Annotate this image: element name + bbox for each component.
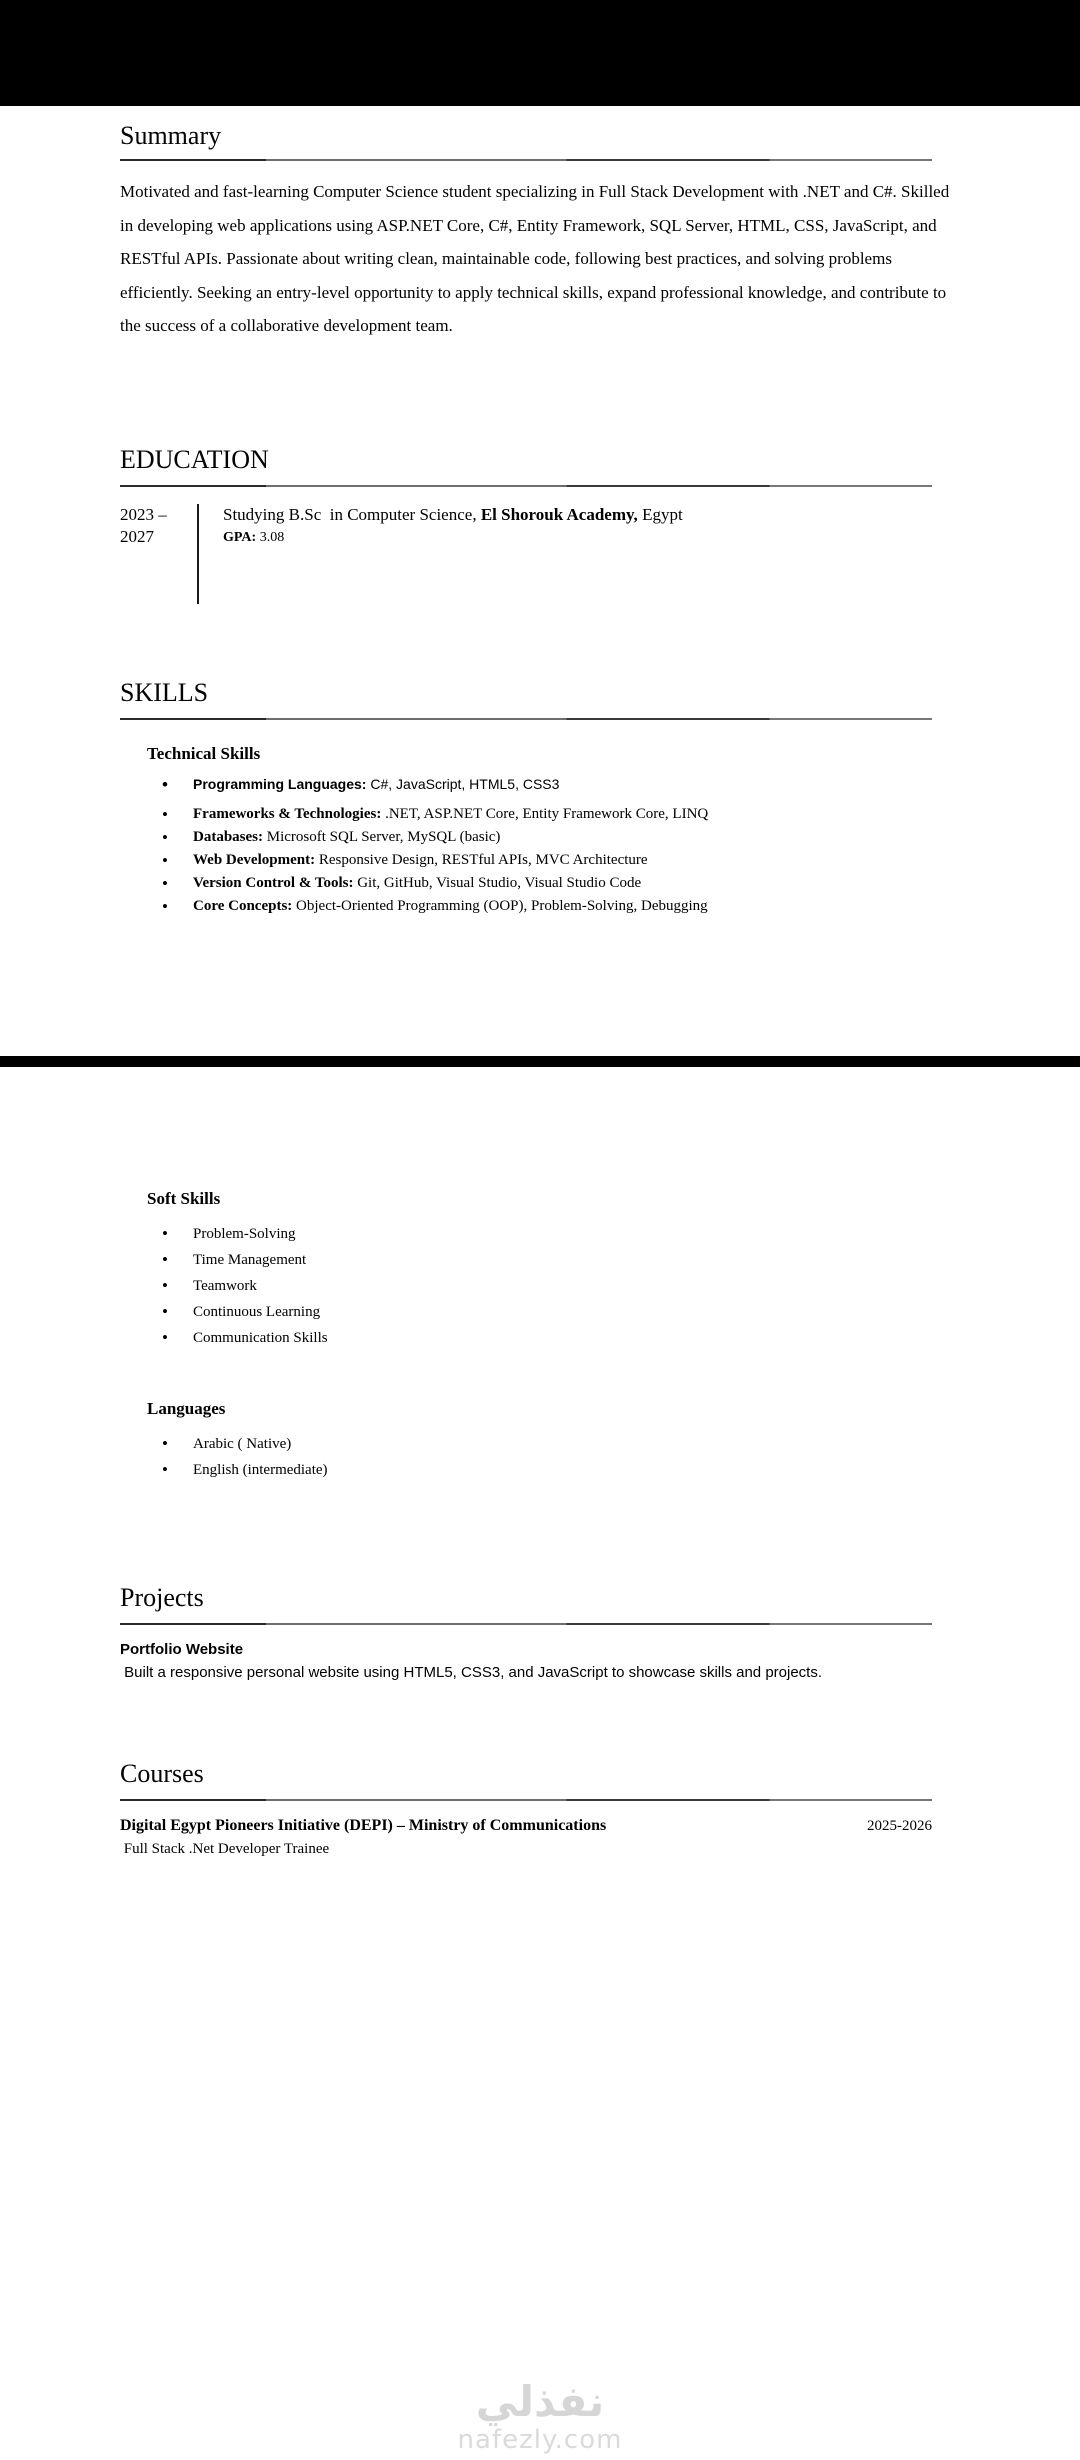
skill-value: Responsive Design, RESTful APIs, MVC Architecture bbox=[315, 852, 648, 868]
watermark-site: nafezly.com bbox=[457, 2425, 623, 2455]
summary-heading-rule bbox=[120, 159, 932, 161]
list-item: • Arabic ( Native) bbox=[162, 1431, 747, 1457]
section-languages bbox=[147, 1398, 747, 1483]
soft-skills-list bbox=[162, 1221, 747, 1351]
education-heading: EDUCATION bbox=[120, 445, 269, 474]
languages-heading: Languages bbox=[147, 1399, 226, 1418]
course-role: Full Stack .Net Developer Trainee bbox=[120, 1841, 330, 1857]
section-education bbox=[120, 444, 960, 604]
education-details bbox=[223, 504, 683, 547]
skill-value: C#, JavaScript, HTML5, CSS3 bbox=[366, 776, 560, 792]
languages-list bbox=[162, 1431, 747, 1483]
summary-heading: Summary bbox=[120, 121, 222, 150]
education-vertical-divider bbox=[197, 504, 199, 604]
list-item: • Problem-Solving bbox=[162, 1221, 747, 1247]
list-item: • English (intermediate) bbox=[162, 1457, 747, 1483]
courses-heading-rule bbox=[120, 1799, 932, 1801]
skill-label: Frameworks & Technologies: bbox=[193, 806, 382, 822]
technical-skills-list bbox=[162, 773, 960, 918]
section-courses bbox=[120, 1758, 960, 1859]
list-item bbox=[162, 872, 960, 895]
skills-heading: SKILLS bbox=[120, 678, 209, 707]
skill-label: Databases: bbox=[193, 829, 263, 845]
education-institution: El Shorouk Academy, bbox=[480, 505, 638, 524]
education-heading-rule bbox=[120, 485, 932, 487]
list-item: • Continuous Learning bbox=[162, 1299, 747, 1325]
education-period: 2023 – 2027 bbox=[120, 505, 167, 546]
soft-skills-heading: Soft Skills bbox=[147, 1189, 221, 1208]
section-soft-skills bbox=[147, 1188, 747, 1351]
watermark-logo: نفذلي bbox=[475, 2377, 605, 2426]
education-gpa-line bbox=[223, 529, 683, 547]
skill-value: Git, GitHub, Visual Studio, Visual Studio Code bbox=[353, 875, 642, 891]
education-gpa-value: 3.08 bbox=[256, 530, 285, 545]
project-description: Built a responsive personal website using HTML5, CSS3, and JavaScript to showcase skills and projects. bbox=[120, 1664, 823, 1681]
skill-label: Core Concepts: bbox=[193, 898, 293, 914]
skill-value: Object-Oriented Programming (OOP), Problem-Solving, Debugging bbox=[292, 898, 708, 914]
section-summary bbox=[120, 120, 960, 343]
skill-label: Web Development: bbox=[193, 852, 316, 868]
skill-value: Microsoft SQL Server, MySQL (basic) bbox=[263, 829, 501, 845]
list-item bbox=[162, 849, 960, 872]
header-black-bar bbox=[0, 0, 1080, 106]
list-item: • Communication Skills bbox=[162, 1325, 747, 1351]
projects-heading-rule bbox=[120, 1623, 932, 1625]
skill-value: .NET, ASP.NET Core, Entity Framework Core, LINQ bbox=[381, 806, 709, 822]
projects-heading: Projects bbox=[120, 1583, 204, 1612]
list-item: • Teamwork bbox=[162, 1273, 747, 1299]
project-name: Portfolio Website bbox=[120, 1641, 244, 1658]
course-entry bbox=[120, 1816, 932, 1836]
list-item bbox=[162, 895, 960, 918]
course-period: 2025-2026 bbox=[867, 1818, 932, 1834]
education-location: Egypt bbox=[637, 505, 683, 524]
list-item bbox=[162, 803, 960, 826]
section-skills bbox=[120, 677, 960, 918]
section-projects bbox=[120, 1582, 960, 1682]
course-name: Digital Egypt Pioneers Initiative (DEPI) – Ministry of Communications bbox=[120, 1817, 607, 1834]
education-degree: Studying B.Sc in Computer Science, bbox=[223, 505, 481, 524]
technical-skills-heading: Technical Skills bbox=[147, 744, 261, 763]
watermark bbox=[0, 2378, 1080, 2454]
skill-label: Version Control & Tools: bbox=[193, 875, 354, 891]
skills-heading-rule bbox=[120, 718, 932, 720]
list-item bbox=[162, 773, 960, 796]
education-gpa-label: GPA: bbox=[223, 530, 257, 545]
list-item bbox=[162, 826, 960, 849]
list-item: • Time Management bbox=[162, 1247, 747, 1273]
skill-label: Programming Languages: bbox=[193, 776, 367, 792]
summary-paragraph: Motivated and fast-learning Computer Science student specializing in Full Stack Development with .NET and C#. Skilled in developing web applications using ASP.NET Core, C#, Entity Framework, SQL Server, HTML, CSS, JavaScript, and RESTful APIs. Passionate about writing clean, maintainable code, following best practices, and solving problems efficiently. Seeking an entry-level opportunity to apply technical skills, expand professional knowledge, and contribute to the success of a collaborative development team. bbox=[120, 182, 954, 335]
education-entry bbox=[120, 504, 960, 604]
courses-heading: Courses bbox=[120, 1759, 204, 1788]
education-degree-line bbox=[223, 504, 683, 526]
page-break-divider bbox=[0, 1056, 1080, 1067]
